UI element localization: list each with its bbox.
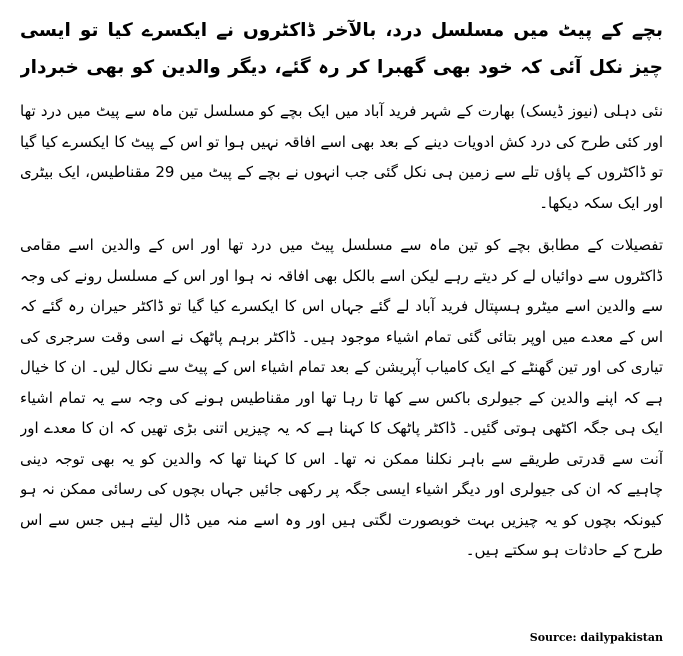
article-paragraph-1: نئی دہلی (نیوز ڈیسک) بھارت کے شہر فرید آباد میں ایک بچے کو مسلسل تین ماہ سے پیٹ میں درد تھا اور کئی طرح کی درد کش ادویات دینے کے بعد بھی اسے افاقہ نہیں ہوا تو اس کے پیٹ کا ایکسرے کیا گیا تو ڈاکٹروں کے پاؤں تلے سے زمین ہی نکل گئی جب انہوں نے بچے کے پیٹ میں 29 مقناطیس، ایک بیٹری اور ایک سکہ دیکھا۔ — [20, 102, 663, 212]
source-credit: Source: dailypakistan — [529, 631, 663, 644]
article-paragraph-2: تفصیلات کے مطابق بچے کو تین ماہ سے مسلسل پیٹ میں درد تھا اور اس کے والدین اسے مقامی ڈاکٹروں سے دوائیاں لے کر دیتے رہے لیکن اسے بالکل بھی افاقہ نہ ہوا اور اس کے مسلسل رونے کی وجہ سے والدین اسے میٹرو ہسپتال فرید آباد لے گئے جہاں اس کا ایکسرے کیا گیا تو ڈاکٹر حیران رہ گئے کہ اس کے معدے میں اوپر بتائی گئی تمام اشیاء موجود ہیں۔ ڈاکٹر برہم پاٹھک نے اسی وقت سرجری کی تیاری کی اور تین گھنٹے کے ایک کامیاب آپریشن کے بعد تمام اشیاء اس کے پیٹ سے نکال لیں۔ ان کا خیال ہے کہ اپنے والدین کے جیولری باکس سے کھا تا رہا تھا اور مقناطیس ہونے کی وجہ سے یہ تمام اشیاء ایک ہی جگہ اکٹھی ہوتی گئیں۔ ڈاکٹر پاٹھک کا کہنا ہے کہ یہ چیزیں اتنی بڑی تھیں کہ ان کا معدے اور آنت سے قدرتی طریقے سے باہر نکلنا ممکن نہ تھا۔ اس کا کہنا تھا کہ والدین کو یہ بھی توجہ دینی چاہیے کہ ان کی جیولری اور دیگر اشیاء ایسی جگہ پر رکھی جائیں جہاں بچوں کی رسائی ممکن نہ ہو کیونکہ بچوں کو یہ چیزیں بہت خوبصورت لگتی ہیں اور وہ اسے منہ میں ڈال لیتے ہیں جس سے اس طرح کے حادثات ہو سکتے ہیں۔ — [20, 236, 663, 559]
article-headline: بچے کے پیٹ میں مسلسل درد، بالآخر ڈاکٹروں نے ایکسرے کیا تو ایسی چیز نکل آئی کہ خود بھی گھبرا کر رہ گئے، دیگر والدین کو بھی خبردار — [20, 20, 663, 78]
